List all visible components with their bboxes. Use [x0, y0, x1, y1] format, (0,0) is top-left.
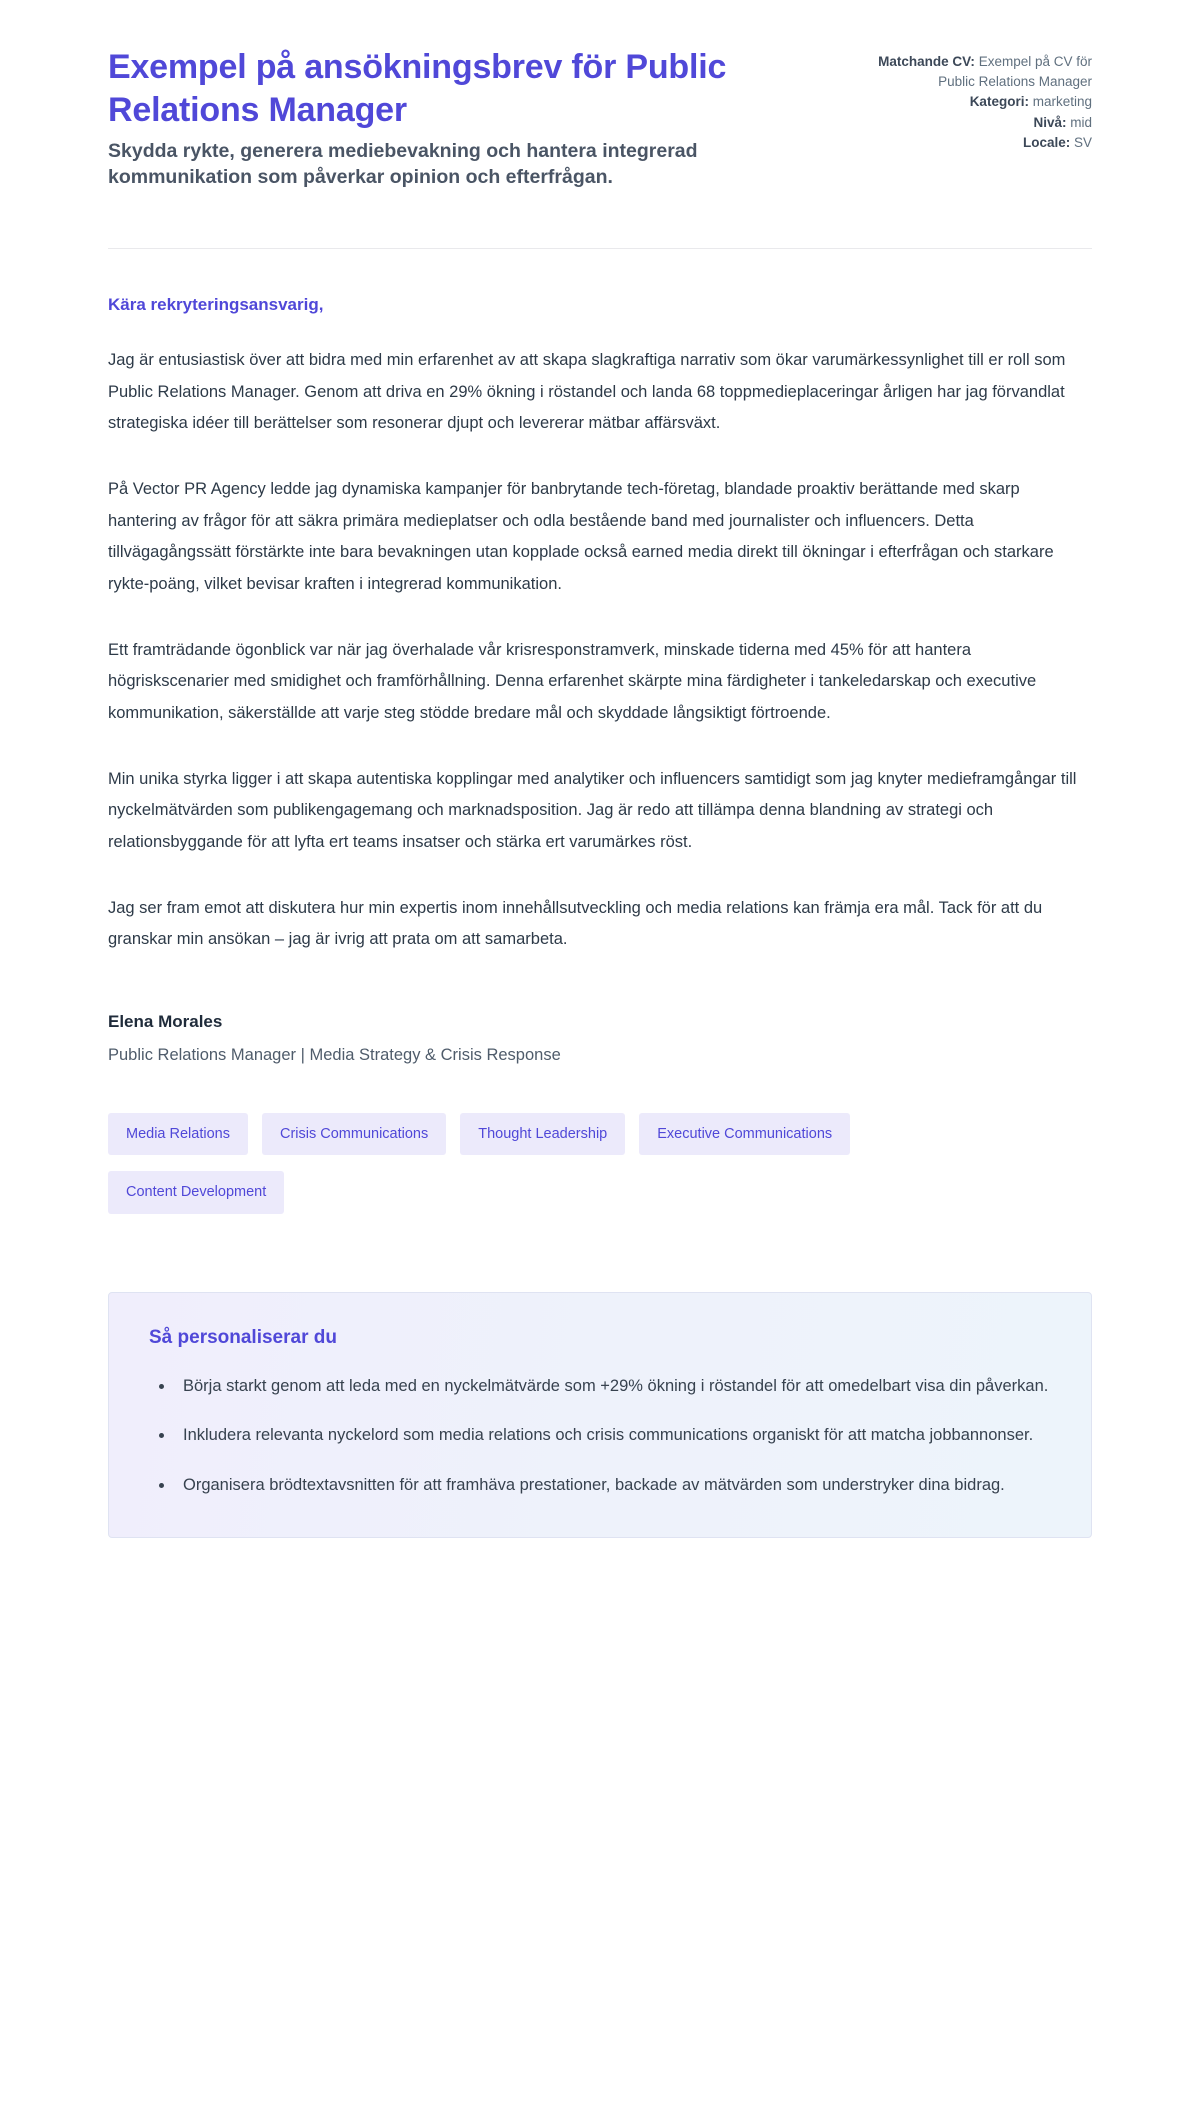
- callout-title: Så personaliserar du: [149, 1326, 337, 1348]
- letter-salutation: Kära rekryteringsansvarig,: [108, 294, 324, 314]
- page-subtitle: Skydda rykte, generera mediebevakning och hantera integrerad kommunikation som påverkar opinion och efterfrågan.: [108, 139, 698, 188]
- meta-matching-cv-value: Exempel på CV för Public Relations Manager: [938, 54, 1092, 89]
- letter-paragraph: Ett framträdande ögonblick var när jag överhalade vår krisresponstramverk, minskade tiderna med 45% för att hantera högriskscenarier med smidighet och framförhållning. Denna erfarenhet skärpte mina färdigheter i tankeledarskap och executive kommunikation, säkerställde att varje steg stödde bredare mål och skyddade långsiktigt förtroende.: [108, 640, 1037, 722]
- meta-locale: [856, 133, 1092, 153]
- letter-paragraph: Jag är entusiastisk över att bidra med min erfarenhet av att skapa slagkraftiga narrativ som ökar varumärkessynlighet till er roll som Public Relations Manager. Genom att driva en 29% ökning i röstandel och landa 68 toppmedieplaceringar årligen har jag förvandlat strategiska idéer till berättelser som resonerar djupt och levererar mätbar affärsväxt.: [108, 350, 1066, 433]
- meta-category-value: marketing: [1032, 94, 1092, 110]
- meta-matching-cv: [856, 52, 1092, 91]
- page-title: Exempel på ansökningsbrev för Public Relations Manager: [108, 48, 727, 129]
- callout-tip-item: • Organisera brödtextavsnitten för att framhäva prestationer, backade av mätvärden som understryker dina bidrag.: [175, 1470, 1051, 1501]
- meta-level: [856, 113, 1092, 133]
- meta-category: [856, 92, 1092, 112]
- skill-tag-list: [108, 1113, 1038, 1214]
- signature-role: Public Relations Manager | Media Strategy & Crisis Response: [108, 1045, 561, 1064]
- callout-tip-item: • Börja starkt genom att leda med en nyckelmätvärde som +29% ökning i röstandel för att omedelbart visa din påverkan.: [175, 1371, 1051, 1402]
- skill-tag[interactable]: Thought Leadership: [460, 1113, 625, 1156]
- meta-locale-label: Locale:: [1022, 135, 1071, 151]
- signature-block: [108, 1012, 1092, 1065]
- callout-tip-item: • Inkludera relevanta nyckelord som media relations och crisis communications organiskt för att matcha jobbannonser.: [175, 1420, 1051, 1451]
- letter-paragraph: På Vector PR Agency ledde jag dynamiska kampanjer för banbrytande tech-företag, blandade proaktiv berättande med skarp hantering av frågor för att säkra primära medieplatser och odla bestående band med journalister och influencers. Detta tillvägagångssätt förstärkte inte bara bevakningen utan kopplade också earned media direkt till ökningar i efterfrågan och starkare rykte-poäng, vilket bevisar kraften i integrerad kommunikation.: [108, 479, 1054, 593]
- callout-tip-list: [149, 1371, 1051, 1501]
- skill-tag[interactable]: Crisis Communications: [262, 1113, 446, 1156]
- meta-category-label: Kategori:: [969, 94, 1029, 110]
- header-text-block: [108, 46, 826, 190]
- letter-body: [108, 249, 1092, 1538]
- meta-locale-value: SV: [1073, 135, 1092, 151]
- personalization-callout: [108, 1292, 1092, 1538]
- skill-tag[interactable]: Executive Communications: [639, 1113, 850, 1156]
- skill-tag[interactable]: Media Relations: [108, 1113, 248, 1156]
- page-header: [108, 46, 1092, 190]
- signature-name: Elena Morales: [108, 1011, 223, 1031]
- skill-tag[interactable]: Content Development: [108, 1171, 284, 1214]
- document-metadata: [856, 46, 1092, 154]
- letter-paragraph: Jag ser fram emot att diskutera hur min expertis inom innehållsutveckling och media relations kan främja era mål. Tack för att du granskar min ansökan – jag är ivrig att prata om att samarbeta.: [108, 898, 1043, 949]
- letter-paragraph: Min unika styrka ligger i att skapa autentiska kopplingar med analytiker och influencers samtidigt som jag knyter medieframgångar till nyckelmätvärden som publikengagemang och marknadsposition. Jag är redo att tillämpa denna blandning av strategi och relationsbyggande för att lyfta ert teams insatser och stärka ert varumärkes röst.: [108, 769, 1077, 851]
- meta-level-value: mid: [1070, 114, 1092, 130]
- meta-level-label: Nivå:: [1033, 114, 1067, 130]
- meta-matching-cv-label: Matchande CV:: [878, 54, 975, 69]
